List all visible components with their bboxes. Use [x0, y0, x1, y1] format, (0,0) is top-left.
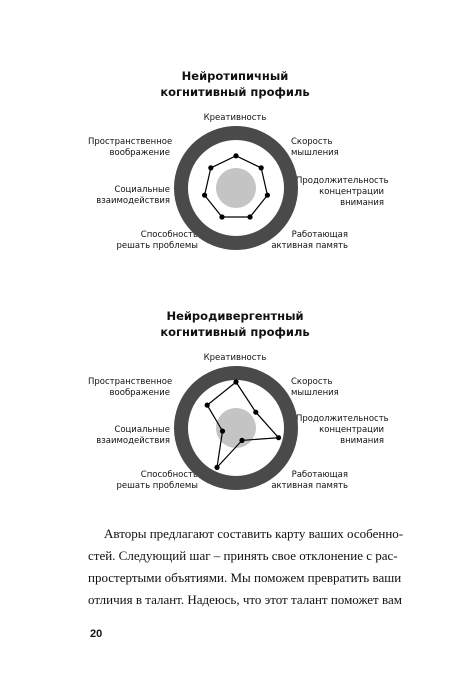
label-creativity: Креативность [203, 113, 267, 123]
profile-wheel [170, 126, 302, 250]
body-paragraph [88, 523, 404, 611]
page-number: 20 [90, 628, 103, 640]
label-concentration: Продолжительность концентрации внимания [296, 176, 389, 208]
label-memory: Работающая активная память [271, 230, 348, 251]
label-spatial: Пространственное воображение [88, 137, 173, 158]
neurodivergent-diagram [0, 308, 470, 538]
text-line: простертыми объятиями. Мы поможем превратить ваши [88, 570, 402, 585]
profile-wheel [170, 366, 302, 490]
core-circle [216, 408, 256, 448]
profile-point [253, 410, 258, 415]
profile-point [259, 165, 264, 170]
profile-point [205, 403, 210, 408]
profile-point [220, 429, 225, 434]
neurotypical-diagram [0, 68, 470, 298]
profile-point [214, 465, 219, 470]
text-line: Авторы предлагают составить карту ваших особенно- [104, 526, 404, 541]
label-concentration: Продолжительность концентрации внимания [296, 414, 389, 446]
profile-point [219, 214, 224, 219]
label-speed: Скорость мышления [291, 137, 339, 158]
profile-point [247, 214, 252, 219]
label-social: Социальные взаимодействия [96, 185, 170, 206]
text-line: стей. Следующий шаг – принять свое отклонение с рас- [88, 548, 398, 563]
label-spatial: Пространственное воображение [88, 377, 173, 398]
text-line: отличия в талант. Надеюсь, что этот талант поможет вам [88, 592, 402, 607]
label-problems: Способность решать проблемы [116, 470, 198, 491]
label-speed: Скорость мышления [291, 377, 339, 398]
label-social: Социальные взаимодействия [96, 425, 170, 446]
profile-point [233, 153, 238, 158]
diagram-title: Нейротипичный когнитивный профиль [160, 69, 310, 99]
profile-point [276, 435, 281, 440]
label-problems: Способность решать проблемы [116, 230, 198, 251]
profile-point [239, 438, 244, 443]
profile-point [265, 193, 270, 198]
profile-point [202, 193, 207, 198]
profile-point [233, 379, 238, 384]
core-circle [216, 168, 256, 208]
profile-point [208, 165, 213, 170]
label-memory: Работающая активная память [271, 470, 348, 491]
label-creativity: Креативность [203, 353, 267, 363]
diagram-title: Нейродивергентный когнитивный профиль [160, 309, 310, 339]
